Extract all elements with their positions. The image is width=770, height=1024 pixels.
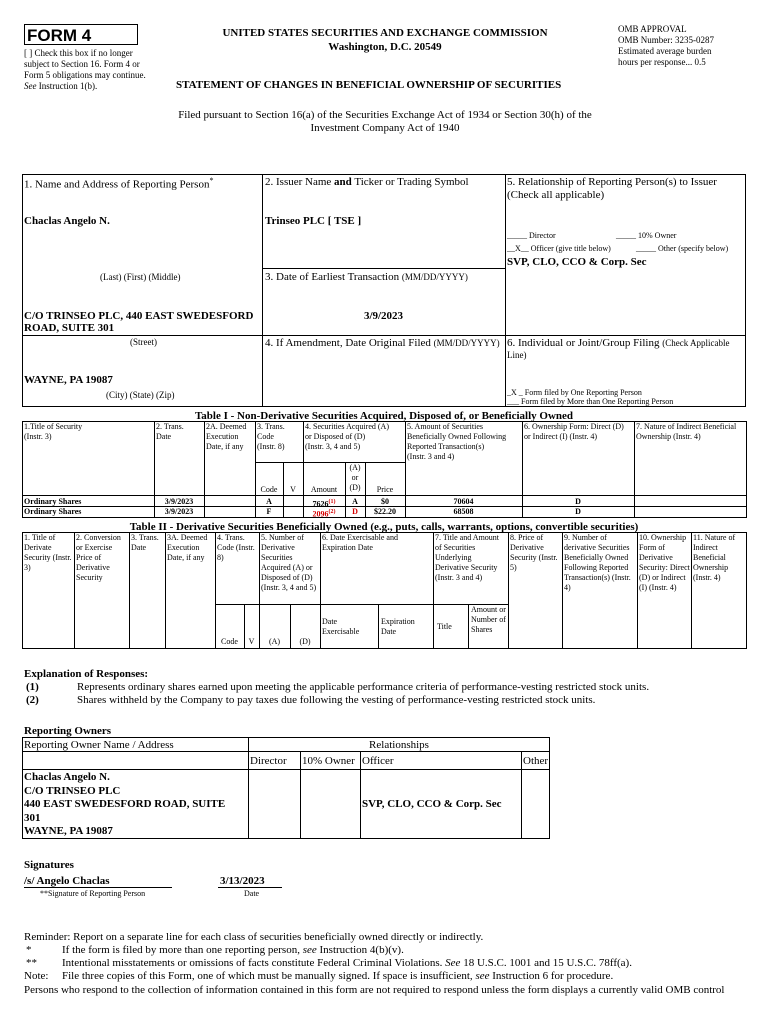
t2-sub-exercisable: Date Exercisable: [322, 617, 360, 636]
street-caption: (Street): [130, 337, 157, 347]
t1-r1-code: A: [266, 497, 272, 506]
rel-10pct-owner: _____ 10% Owner: [616, 231, 677, 240]
t2-c5: 5. Number of Derivative Securities Acquired (A) or Disposed of (D) (Instr. 3, 4 and 5): [261, 533, 317, 592]
filing-more-persons: ___ Form filed by More than One Reporting Person: [507, 397, 674, 406]
t2-c8: 8. Price of Derivative Security (Instr. 5): [510, 533, 558, 572]
t1-r1-date: 3/9/2023: [164, 497, 194, 506]
table1-title: Table I - Non-Derivative Securities Acquired, Disposed of, or Beneficially Owned: [194, 410, 574, 422]
t1-r2-form: D: [575, 507, 581, 516]
signature-date-caption: Date: [244, 889, 260, 898]
city-caption: (City) (State) (Zip): [106, 390, 175, 400]
t2-sub-code: Code: [221, 637, 238, 646]
t2-c3: 3. Trans. Date: [131, 533, 159, 552]
t1-r1-amount: 7626$^{(1)}$: [312, 499, 336, 509]
t1-sub-v: V: [290, 485, 296, 494]
t2-sub-title: Title: [437, 622, 452, 631]
t1-r1-price: $0: [381, 497, 389, 506]
form-title: FORM 4: [27, 26, 92, 45]
owners-col-other: Other: [523, 755, 549, 767]
t1-r1-owned: 70604: [453, 497, 474, 506]
explanation-text-1: Represents ordinary shares earned upon meeting the applicable performance criteria of performance-vesting restricted stock units.: [77, 681, 650, 693]
owners-col-director: Director: [250, 755, 287, 767]
reporting-city: WAYNE, PA 19087: [24, 374, 113, 386]
t1-col2a-header: 2A. Deemed Execution Date, if any: [206, 422, 247, 451]
t2-c6: 6. Date Exercisable and Expiration Date: [322, 533, 398, 552]
owners-col-10pct: 10% Owner: [302, 755, 355, 767]
t2-sub-amount: Amount or Number of Shares: [471, 605, 506, 634]
rel-officer: __X__ Officer (give title below): [507, 244, 611, 253]
signature-date: 3/13/2023: [220, 875, 265, 887]
t1-col3-header: 3. Trans. Code (Instr. 8): [257, 422, 285, 451]
footer-reminder: Reminder: Report on a separate line for each class of securities beneficially owned directly or indirectly.: [24, 931, 484, 943]
t2-c7: 7. Title and Amount of Securities Underlying Derivative Security (Instr. 3 and 4): [435, 533, 500, 582]
owner-officer-title: SVP, CLO, CCO & Corp. Sec: [362, 798, 502, 810]
t2-sub-expiration: Expiration Date: [381, 617, 415, 636]
box4-label: 4. If Amendment, Date Original Filed (MM/DD/YYYY): [265, 337, 500, 349]
t2-c3a: 3A. Deemed Execution Date, if any: [167, 533, 208, 562]
t1-sub-price: Price: [376, 485, 394, 494]
earliest-transaction-date: 3/9/2023: [363, 310, 404, 322]
t1-r2-amount: 2096$^{(2)}$: [312, 509, 336, 519]
box3-label: 3. Date of Earliest Transaction (MM/DD/YYYY): [265, 271, 468, 283]
t1-r1-form: D: [575, 497, 581, 506]
t1-col2-header: 2. Trans. Date: [156, 422, 184, 441]
agency-title: UNITED STATES SECURITIES AND EXCHANGE COMMISSION: [222, 27, 548, 39]
t1-r2-code: F: [266, 507, 272, 516]
t1-r2-owned: 68508: [453, 507, 474, 516]
box5-label: 5. Relationship of Reporting Person(s) to Issuer (Check all applicable): [507, 176, 717, 201]
statement-title: STATEMENT OF CHANGES IN BENEFICIAL OWNERSHIP OF SECURITIES: [176, 79, 562, 91]
footer-star-text: If the form is filed by more than one reporting person, see Instruction 4(b)(v).: [62, 944, 404, 956]
explanation-num-2: (2): [26, 694, 39, 706]
box1-label: 1. Name and Address of Reporting Person*: [24, 176, 214, 191]
t1-col5-header: 5. Amount of Securities Beneficially Owned Following Reported Transaction(s) (Instr. 3 and 4): [407, 422, 507, 461]
t1-col6-header: 6. Ownership Form: Direct (D) or Indirect (I) (Instr. 4): [524, 422, 624, 441]
t2-sub-a: (A): [268, 637, 281, 646]
explanation-text-2: Shares withheld by the Company to pay taxes due following the vesting of performance-vesting restricted stock units.: [77, 694, 596, 706]
name-caption: (Last) (First) (Middle): [100, 272, 181, 282]
agency-location: Washington, D.C. 20549: [328, 41, 442, 53]
reporting-address: C/O TRINSEO PLC, 440 EAST SWEDESFORD ROAD, SUITE 301: [24, 310, 254, 334]
t2-c2: 2. Conversion or Exercise Price of Derivative Security: [76, 533, 121, 582]
t1-r1-aord: A: [352, 497, 358, 506]
footer-omb-notice: Persons who respond to the collection of information contained in this form are not required to respond unless the form displays a currently valid OMB control: [24, 984, 725, 996]
filing-one-person: _X _ Form filed by One Reporting Person: [507, 388, 642, 397]
t1-col1-header: 1.Title of Security (Instr. 3): [24, 422, 83, 441]
filed-pursuant: Filed pursuant to Section 16(a) of the Securities Exchange Act of 1934 or Section 30(h) of the Investment Company Act of 1940: [178, 109, 592, 134]
owners-col-officer: Officer: [362, 755, 394, 767]
issuer-name: Trinseo PLC [ TSE ]: [265, 215, 362, 227]
omb-approval: OMB APPROVAL OMB Number: 3235-0287 Estimated average burden hours per response... 0.5: [618, 24, 714, 67]
t1-r1-title: Ordinary Shares: [24, 497, 82, 506]
t1-sub-aord: (A) or (D): [349, 463, 361, 492]
reporting-person-name: Chaclas Angelo N.: [24, 215, 110, 227]
t1-r2-aord: D: [352, 507, 358, 516]
footer-star-mark: *: [26, 944, 32, 956]
t2-sub-d: (D): [299, 637, 311, 646]
footer-dstar-text: Intentional misstatements or omissions of facts constitute Federal Criminal Violations. See 18 U.S.C. 1001 and 15 U.S.C. 78ff(a).: [62, 957, 632, 969]
check-box-note[interactable]: [ ] Check this box if no longer subject to Section 16. Form 4 or Form 5 obligations may continue. See Instruction 1(b).: [24, 48, 146, 91]
t1-r2-price: $22.20: [374, 507, 396, 516]
t1-col7-header: 7. Nature of Indirect Beneficial Ownership (Instr. 4): [636, 422, 737, 441]
footer-note-text: File three copies of this Form, one of which must be manually signed. If space is insufficient, see Instruction 6 for procedure.: [62, 970, 614, 982]
table2-title: Table II - Derivative Securities Beneficially Owned (e.g., puts, calls, warrants, options, convertible securities): [129, 521, 639, 533]
t1-r2-title: Ordinary Shares: [24, 507, 82, 516]
box2-label: 2. Issuer Name and Ticker or Trading Symbol: [265, 176, 469, 188]
footer-dstar-mark: **: [26, 957, 37, 969]
form-title-box: [24, 24, 138, 45]
t1-col4-header: 4. Securities Acquired (A) or Disposed of (D) (Instr. 3, 4 and 5): [305, 422, 389, 451]
signature: /s/ Angelo Chaclas: [24, 875, 110, 887]
rel-director: _____ Director: [507, 231, 556, 240]
box6-label: 6. Individual or Joint/Group Filing (Check Applicable Line): [507, 337, 730, 360]
signature-caption: **Signature of Reporting Person: [40, 889, 146, 898]
t2-sub-v: V: [248, 637, 255, 646]
explanation-heading: Explanation of Responses:: [24, 668, 149, 680]
reporting-section: [22, 174, 746, 407]
t2-c4: 4. Trans. Code (Instr. 8): [217, 533, 255, 562]
rel-other: _____ Other (specify below): [636, 244, 729, 253]
owners-col-relationships: Relationships: [369, 739, 429, 751]
officer-title: SVP, CLO, CCO & Corp. Sec: [507, 256, 647, 268]
owner-address-block: Chaclas Angelo N. C/O TRINSEO PLC 440 EAST SWEDESFORD ROAD, SUITE 301 WAYNE, PA 19087: [24, 771, 226, 837]
owners-heading: Reporting Owners: [24, 725, 112, 737]
owners-col-name: Reporting Owner Name / Address: [24, 739, 174, 751]
t1-sub-code: Code: [260, 485, 278, 494]
t2-c11: 11. Nature of Indirect Beneficial Ownership (Instr. 4): [693, 533, 736, 582]
t1-r2-date: 3/9/2023: [164, 507, 194, 516]
t1-sub-amount: Amount: [310, 485, 338, 494]
footer-note-mark: Note:: [24, 970, 49, 982]
t2-c1: 1. Title of Derivate Security (Instr. 3): [24, 533, 72, 572]
t2-c10: 10. Ownership Form of Derivative Security: Direct (D) or Indirect (I) (Instr. 4): [639, 533, 690, 592]
signatures-heading: Signatures: [24, 859, 74, 871]
explanation-num-1: (1): [26, 681, 39, 693]
t2-c9: 9. Number of derivative Securities Beneficially Owned Following Reported Transaction(s) (Instr. 4): [564, 533, 631, 592]
